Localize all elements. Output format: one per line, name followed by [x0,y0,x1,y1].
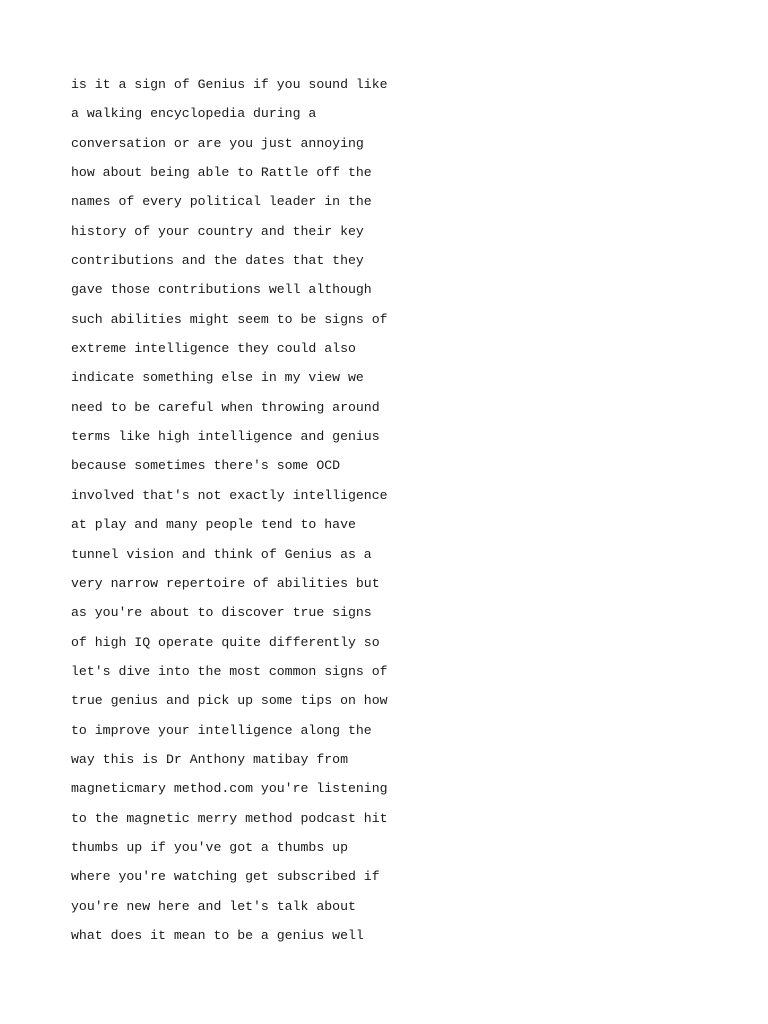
text-line: tunnel vision and think of Genius as a [71,546,372,562]
text-line: you're new here and let's talk about [71,898,356,914]
text-line: of high IQ operate quite differently so [71,634,380,650]
text-line: contributions and the dates that they [71,253,364,269]
text-line: is it a sign of Genius if you sound like [71,77,388,92]
text-line: because sometimes there's some OCD [71,458,341,474]
text-line: where you're watching get subscribed if [71,869,380,885]
text-line: very narrow repertoire of abilities but [71,575,380,591]
text-line: to the magnetic merry method podcast hit [71,810,388,826]
text-line: terms like high intelligence and genius [71,429,380,445]
text-line: conversation or are you just annoying [71,135,364,151]
text-line: extreme intelligence they could also [71,341,356,357]
text-line: magneticmary method.com you're listening [71,781,388,797]
text-line: how about being able to Rattle off the [71,165,372,181]
text-line: indicate something else in my view we [71,370,364,386]
text-line: at play and many people tend to have [71,517,356,533]
text-line: to improve your intelligence along the [71,722,372,738]
text-line: true genius and pick up some tips on how [71,693,388,709]
text-line: gave those contributions well although [71,282,372,298]
text-line: need to be careful when throwing around [71,399,380,415]
text-line: a walking encyclopedia during a [71,106,317,122]
text-line: way this is Dr Anthony matibay from [71,751,348,767]
text-line: let's dive into the most common signs of [71,663,388,679]
text-line: thumbs up if you've got a thumbs up [71,839,348,855]
text-line: as you're about to discover true signs [71,605,372,621]
text-line: such abilities might seem to be signs of [71,311,388,327]
text-line: involved that's not exactly intelligence [71,487,388,503]
text-line: names of every political leader in the [71,194,372,210]
text-line: history of your country and their key [71,223,364,239]
transcript-page [71,70,731,950]
text-line: what does it mean to be a genius well [71,927,364,943]
